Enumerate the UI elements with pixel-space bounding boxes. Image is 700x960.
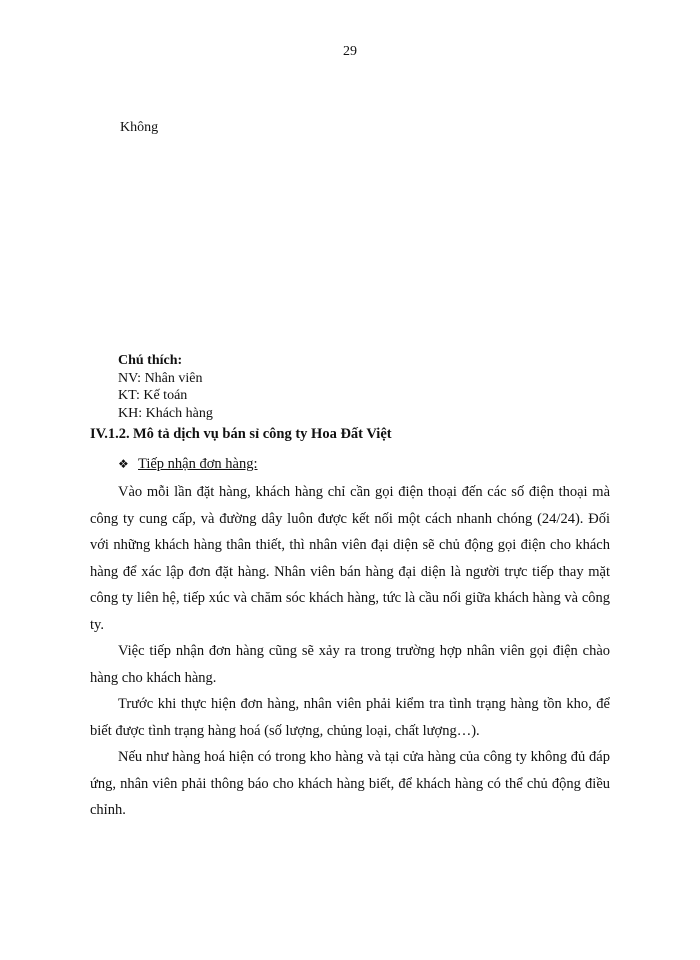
legend-item-nv: NV: Nhân viên: [118, 370, 203, 386]
paragraph: Nếu như hàng hoá hiện có trong kho hàng và tại cửa hàng của công ty không đủ đáp ứng, nhân viên phải thông báo cho khách hàng biết, để khách hàng có thể chủ động điều chỉnh.: [90, 749, 610, 818]
placeholder-text: Không: [120, 120, 159, 135]
subsection-bullet: [118, 456, 258, 473]
legend: [118, 352, 213, 422]
legend-item-kh: KH: Khách hàng: [118, 405, 213, 421]
page-number: 29: [343, 44, 357, 59]
legend-item-kt: KT: Kế toán: [118, 388, 188, 403]
subsection-title: Tiếp nhận đơn hàng:: [138, 456, 258, 472]
paragraph: Việc tiếp nhận đơn hàng cũng sẽ xảy ra trong trường hợp nhân viên gọi điện chào hàng cho khách hàng.: [90, 643, 610, 686]
section-number: IV.1.2.: [90, 426, 130, 442]
paragraph: Trước khi thực hiện đơn hàng, nhân viên phải kiểm tra tình trạng hàng tồn kho, để biết được tình trạng hàng hoá (số lượng, chủng loại, chất lượng…).: [90, 696, 610, 739]
section-heading: [90, 426, 392, 443]
legend-title: Chú thích:: [118, 353, 183, 368]
diamond-bullet-icon: ❖: [118, 457, 129, 471]
section-title: Mô tả dịch vụ bán sỉ công ty Hoa Đất Việt: [133, 426, 392, 442]
paragraph: Vào mỗi lần đặt hàng, khách hàng chỉ cần gọi điện thoại đến các số điện thoại mà công ty cung cấp, và đường dây luôn được kết nối một cách nhanh chóng (24/24). Đối với những khách hàng thân thiết, thì nhân viên đại diện sẽ chủ động gọi điện cho khách hàng để xác lập đơn đặt hàng. Nhân viên bán hàng đại diện là người trực tiếp thay mặt công ty liên hệ, tiếp xúc và chăm sóc khách hàng, tức là cầu nối giữa khách hàng và công ty.: [90, 484, 610, 633]
body-text: [90, 479, 610, 824]
